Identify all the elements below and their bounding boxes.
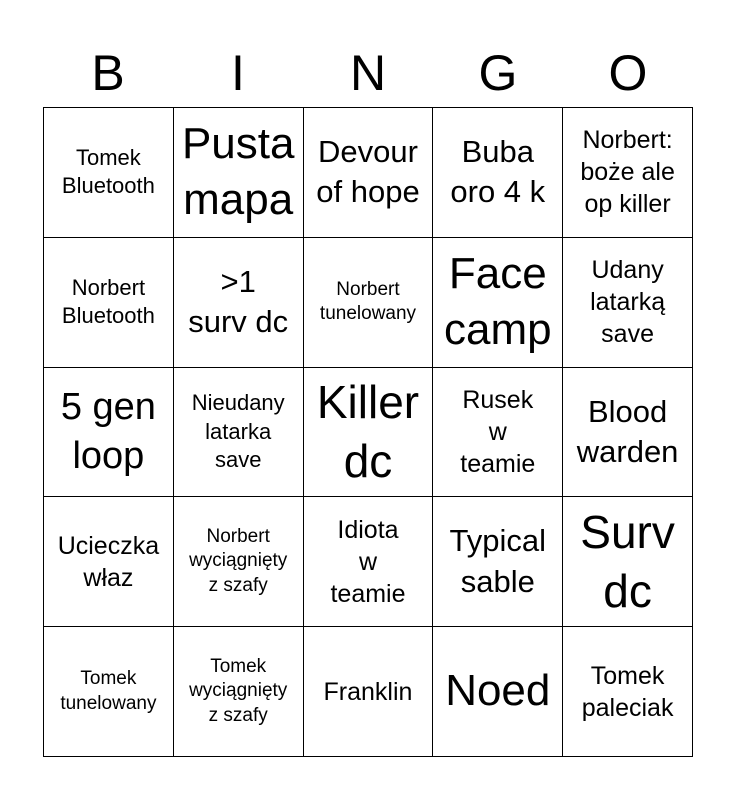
header-letter-n: N: [349, 45, 387, 101]
bingo-grid: [43, 107, 693, 757]
cell-text: Udany latarką save: [590, 256, 666, 349]
header-letter-b: B: [91, 45, 125, 101]
cell-text: Tomek Bluetooth: [61, 144, 155, 199]
cell-text: Blood warden: [576, 393, 679, 469]
cell-text: Surv dc: [580, 505, 675, 617]
bingo-cell[interactable]: [174, 627, 304, 757]
cell-text: Killer dc: [316, 376, 420, 487]
bingo-cell[interactable]: [304, 627, 434, 757]
header-letter-g: G: [478, 45, 518, 101]
cell-text: Pusta mapa: [181, 119, 295, 225]
bingo-cell[interactable]: [433, 627, 563, 757]
bingo-cell[interactable]: [44, 627, 174, 757]
cell-text: Ucieczka właz: [57, 531, 160, 592]
cell-text: Norbert tunelowany: [319, 278, 417, 325]
cell-text: Typical sable: [449, 523, 547, 599]
bingo-cell[interactable]: [304, 238, 434, 368]
bingo-cell[interactable]: [563, 108, 693, 238]
cell-text: Rusek w teamie: [460, 385, 536, 478]
cell-text: Face camp: [443, 248, 552, 355]
bingo-cell[interactable]: [563, 497, 693, 627]
header-letter-i: I: [231, 45, 245, 101]
bingo-cell[interactable]: [563, 368, 693, 498]
cell-text: Nieudany latarka save: [191, 390, 285, 473]
cell-text: Norbert Bluetooth: [61, 274, 155, 329]
bingo-cell[interactable]: [433, 108, 563, 238]
cell-text: Noed: [445, 666, 551, 716]
cell-text: >1 surv dc: [188, 263, 289, 340]
bingo-cell[interactable]: [174, 497, 304, 627]
header-letter-o: O: [608, 45, 648, 101]
cell-text: Franklin: [323, 677, 413, 706]
bingo-cell[interactable]: [44, 497, 174, 627]
bingo-cell[interactable]: [174, 368, 304, 498]
bingo-cell[interactable]: [174, 238, 304, 368]
bingo-cell[interactable]: [433, 368, 563, 498]
cell-text: Buba oro 4 k: [450, 134, 546, 210]
bingo-cell[interactable]: [563, 238, 693, 368]
cell-text: Norbert wyciągnięty z szafy: [189, 525, 288, 597]
cell-text: 5 gen loop: [60, 386, 156, 477]
bingo-cell[interactable]: [174, 108, 304, 238]
bingo-cell[interactable]: [304, 108, 434, 238]
bingo-cell[interactable]: [44, 368, 174, 498]
cell-text: Tomek wyciągnięty z szafy: [189, 655, 288, 726]
bingo-cell[interactable]: [304, 497, 434, 627]
cell-text: Idiota w teamie: [330, 515, 406, 608]
bingo-cell[interactable]: [304, 368, 434, 498]
cell-text: Devour of hope: [316, 134, 420, 210]
cell-text: Tomek paleciak: [581, 661, 674, 722]
bingo-cell[interactable]: [433, 238, 563, 368]
cell-text: Norbert: boże ale op killer: [580, 126, 675, 219]
bingo-cell[interactable]: [563, 627, 693, 757]
bingo-header: [43, 40, 693, 106]
bingo-cell[interactable]: [44, 238, 174, 368]
bingo-cell[interactable]: [433, 497, 563, 627]
bingo-cell[interactable]: [44, 108, 174, 238]
cell-text: Tomek tunelowany: [60, 667, 157, 714]
